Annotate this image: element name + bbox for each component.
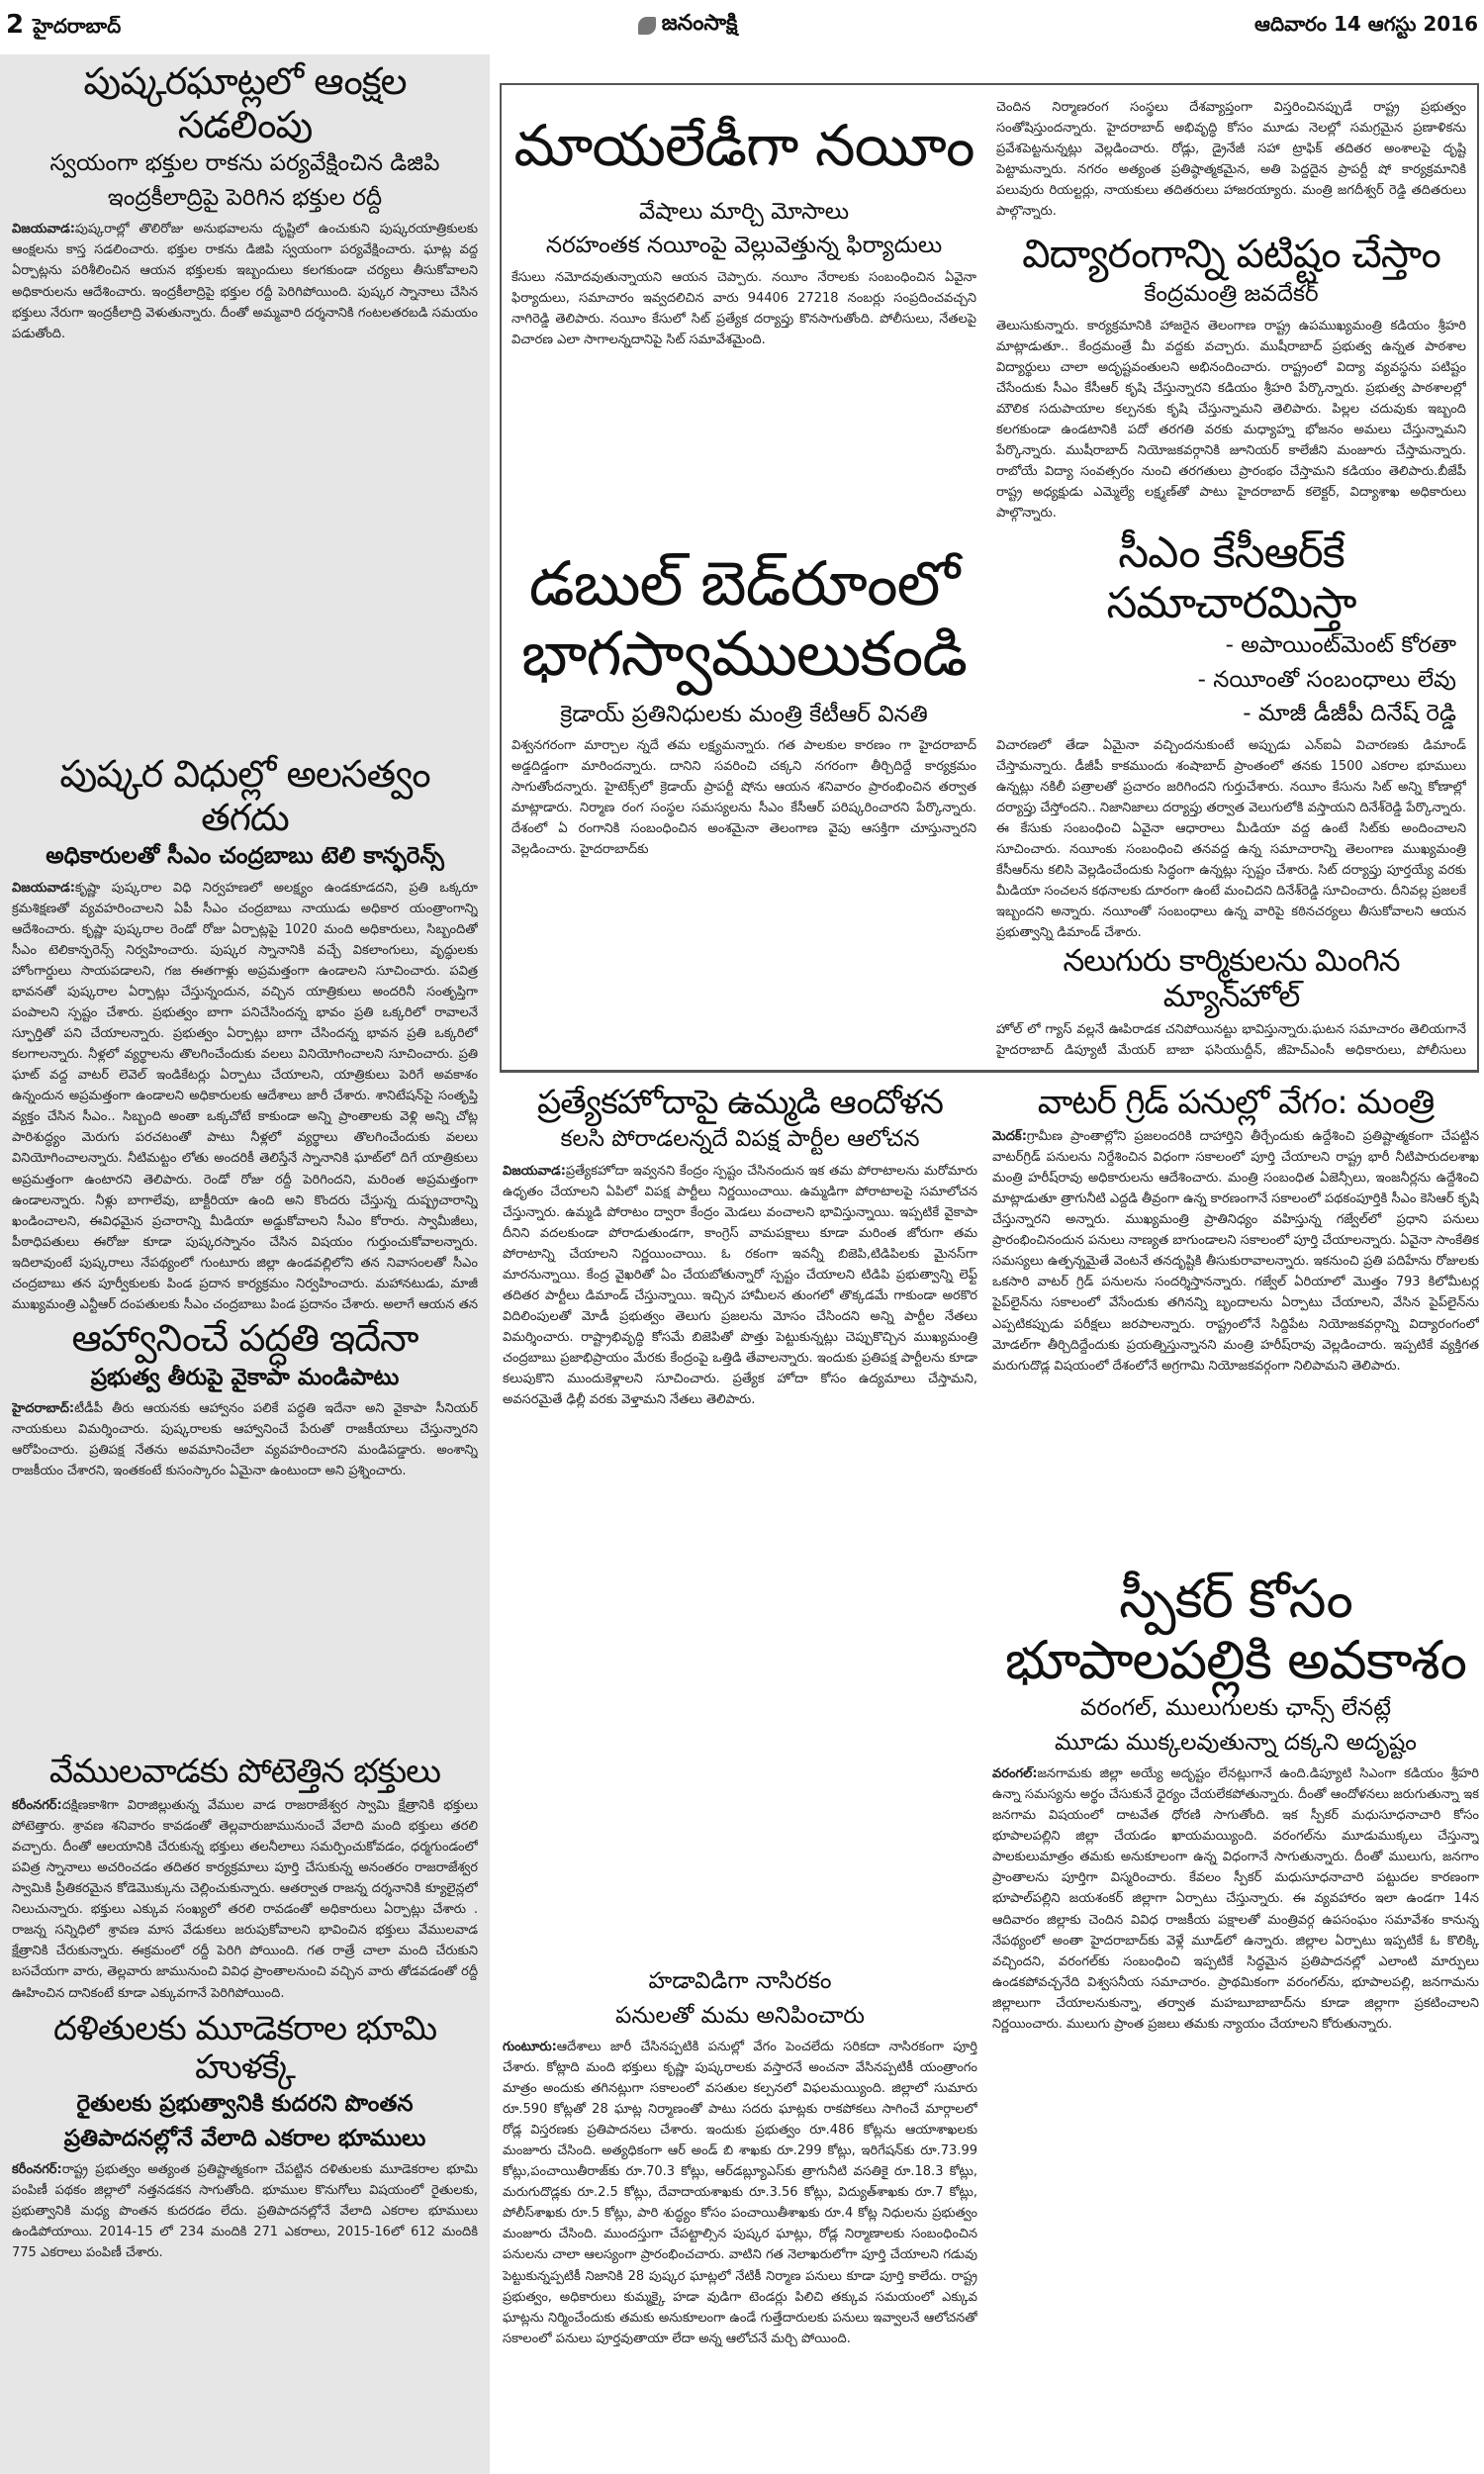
article-body: కేసులు నమోదవుతున్నాయని ఆయన చెప్పారు. నయీం నేరాలకు సంబంధించిన ఏవైనా ఫిర్యాదులు, సమాచారం ఇవ్వదలిచిన వారు 94406 27218 నంబర్లు సంప్రదించవచ్చని నాగిరెడ్డి తెలిపారు. నయీం కేసులో సిట్ ప్రత్యేక దర్యాప్తు కొనసాగుతోంది. పోలీసులు, నేతలపై విచారణ ఎలా సాగాలన్నదానిపై సిట్ సమావేశమైంది.	[511, 269, 976, 347]
feature-box	[500, 83, 1479, 1073]
article-vemulawada	[12, 1753, 478, 2010]
right-column	[992, 1084, 1479, 2469]
article-body: విజయవాడ:కృష్ణా పుష్కరాల విధి నిర్వహణలో అలక్ష్యం ఉండకూడదని, ప్రతి ఒక్కరూ క్రమశిక్షణతో వ్యవహరించాలని ఏపీ సీఎం చంద్రబాబు నాయుడు అధికార యంత్రాంగాన్ని ఆదేశించారు. కృష్ణా పుష్కరాల రెండో రోజు ఏర్పాట్లపై 1020 మంది అధికారులు, సిబ్బందితో సీఎం టెలికాన్ఫరెన్స్ నిర్వహించారు. పుష్కర స్నానానికి వచ్చే వికలాంగులు, వృద్ధులకు హోంగార్డులు సాయపడాలని, గజ ఈతగాళ్లు అప్రమత్తంగా ఉండాలని సూచించారు. పవిత్ర భావనతో పుష్కరాల ఏర్పాట్లు చేస్తున్నందున, వచ్చిన యాత్రికులు అందరినీ సంతృప్తిగా పంపాలని స్పష్టం చేశారు. ప్రభుత్వం బాగా పనిచేసిందన్న భావం ప్రతి ఒక్కరిలో రావాలనే స్ఫూర్తితో పని చేయాలన్నారు. ప్రభుత్వం ఏర్పాట్లు బాగా చేసిందన్న భావన ప్రతి ఒక్కరిలో కలగాలన్నారు. నీళ్లలో వ్యర్థాలను తొలగించేందుకు వలలు వినియోగించాలని సూచించారు. ప్రతి ఘాట్ వద్ద వాటర్ లెవెల్ ఇండికేటర్లు ఏర్పాటు చేయాలని, యాత్రికులు పెరిగే అవకాశం ఉన్నందున అప్రమత్తంగా ఉండాలని అధికారులకు ఆదేశాలు జారీ చేశారు. శానిటేషన్‌పై సంతృప్తి వ్యక్తం చేసిన సీఎం.. సిబ్బంది అంతా ఒక్కచోటే కాకుండా అన్ని ప్రాంతాలకు వెళ్లి అన్ని చోట్ల పారిశుద్ధ్యం మెరుగు పరచటంతో పాటు నీళ్లలో వ్యర్థాలు తొలగించేందుకు వలలు వినియోగించాలన్నారు. నీటిమట్టం లోతు అందరికీ తెలిస్తేనే స్నానానికి ఘాట్‌లో దిగే యాత్రికులు అప్రమత్తంగా ఉంటారని తెలిపారు. రెండో రోజు రద్దీ పెరిగిందని, మరింత అప్రమత్తంగా ఉండాలన్నారు. నీళ్లు బాగాలేవు, బాక్టీరియా ఉంది అని కొందరు చేస్తున్న దుష్ప్రచారాన్ని ఖండించాలని, ఈవిధమైన ప్రచారాన్ని మీడియా అడ్డుకోవాలని సీఎం కోరారు. స్వామీజీలు, పీఠాధిపతులు ఈరోజు కూడా పుష్కరస్నానం చేసిన విషయం గుర్తుంచుకోవాలన్నారు. ఇదిలావుంటే పుష్కరాలు నేపథ్యంలో గుంటూరు జిల్లా ఉండవల్లిలోని తన నివాసంలతో సీఎం చంద్రబాబు తన పూర్వీకులకు పిండ ప్రదాన కార్యక్రమం నిర్వహించారు. మహానటుడు, మాజీ ముఖ్యమంత్రి ఎన్టీఆర్ దంపతులకు సీఎం చంద్రబాబు పిండ ప్రదానం చేశారు. అలాగే ఆయన తన	[12, 880, 478, 1312]
headline: మాయలేడీగా నయీం	[513, 112, 974, 179]
subheadline: ప్రతిపాదనల్లోనే వేలాది ఎకరాల భూములు	[63, 2125, 426, 2151]
edition-label: హైదరాబాద్	[33, 13, 122, 38]
headline: డబుల్ బెడ్‌రూంలో భాగస్వాములుకండి	[520, 547, 968, 691]
bullet-point: - అపాయింట్‌మెంట్ కోరతా	[1225, 632, 1456, 659]
page-number: 2 హైదరాబాద్	[6, 9, 122, 40]
subheadline: క్రెడాయ్ ప్రతినిధులకు మంత్రి కేటీఆర్ వినతి	[560, 701, 928, 727]
feature-right	[996, 93, 1466, 1063]
bullet-point: - నయీంతో సంబంధాలు లేవు	[1197, 666, 1456, 693]
subheadline: మూడు ముక్కలవుతున్నా దక్కని అదృష్టం	[1055, 1729, 1417, 1756]
subheadline: రైతులకు ప్రభుత్వానికి కుదరని పొంతన	[76, 2091, 414, 2118]
headline: పుష్కర విధుల్లో అలసత్వం తగదు	[59, 753, 430, 839]
article-substandard-works	[503, 1964, 977, 2469]
page-header	[0, 0, 1484, 51]
article-body: హైదరాబాద్:టీడీపీ తీరు ఆయనకు ఆహ్వానం పలికే పద్ధతి ఇదేనా అని వైకాపా సీనియర్ నాయకులు విమర్శించారు. పుష్కరాలకు ఆహ్వానించే పేరుతో రాజకీయాలు చేస్తున్నారని ఆరోపించారు. ప్రతిపక్ష నేతను అవమానించేలా వ్యవహరించారని మండిపడ్డారు. అంశాన్ని రాజకీయం చేశారని, ఇంతకంటే కుసంస్కారం ఏమైనా ఉంటుందా అని ప్రశ్నించారు.	[12, 1401, 478, 1479]
article-body: విశ్వనగరంగా మార్చాల న్నదే తమ లక్ష్యమన్నారు. గత పాలకుల కారణం గా హైదరాబాద్ అడ్డదిడ్డంగా మారిందన్నారు. దానిని సవరించి చక్కని నగరంగా తీర్చిదిద్దే కార్యక్రమం సాగుతోందన్నారు. హైటెక్స్‌లో క్రెడాయ్ ప్రాపర్టీ షోను ఆయన శనివారం ప్రారంభించిన తర్వాత మాట్లాడారు. నిర్మాణ రంగ సంస్థల సమస్యలను సీఎం కేసీఆర్ పరిష్కరించారని పేర్కొన్నారు. దేశంలో ఏ రంగానికి సంబంధించిన అంశమైనా తెలంగాణ వైపు ఆసక్తిగా చూస్తున్నారని వెల్లడించారు. హైదరాబాద్‌కు	[511, 738, 976, 858]
issue-date: ఆదివారం 14 ఆగస్టు 2016	[1253, 11, 1478, 36]
article-special-status	[503, 1084, 977, 1964]
article-pushkar-ghats	[12, 60, 478, 753]
article-body: గుంటూరు:ఆదేశాలు జారీ చేసినప్పటికి పనుల్లో వేగం పెంచలేదు సరికదా నాసిరకంగా పూర్తి చేశారు. కోట్లాది మంది భక్తులు కృష్ణా పుష్కరాలకు వస్తారనే అంచనా వేసినప్పటికీ యంత్రాంగం మాత్రం అందుకు తగినట్లుగా సకాలంలో వసతుల కల్పనలో విఫలమయ్యింది. జిల్లాలో సుమారు రూ.590 కోట్లతో 28 ఘాట్ల నిర్మాణంతో పాటు సదరు ఘాట్లకు రాకపోకలు సాగించే మార్గాలలో రోడ్ల విస్తరణకు ప్రతిపాదనలు చేశారు. ఇందుకు ప్రభుత్వం రూ.486 కోట్లను ఆయాశాఖలకు మంజూరు చేసింది. అత్యధికంగా ఆర్ అండ్ బి శాఖకు రూ.299 కోట్లు, ఇరిగేషన్‌కు రూ.73.99 కోట్లు,పంచాయితీరాజ్‌కు రూ.70.3 కోట్లు, ఆర్‌డబ్ల్యూఎస్‌కు త్రాగునీటి వసతికై రూ.18.3 కోట్లు, మరుగుదొడ్లకు రూ.2.5 కోట్లు, దేవాదాయశాఖకు రూ.3.56 కోట్లు, విద్యుత్‌శాఖకు రూ.7 కోట్లు, పోలీస్‌శాఖకు రూ.5 కోట్లు, పారి శుద్ధ్యం కోసం పంచాయితీశాఖకు రూ.4 కోట్ల నిధులను ప్రభుత్వం మంజూరు చేసింది. ముందస్తుగా చేపట్టాల్సిన పుష్కర ఘాట్లు, రోడ్ల నిర్మాణాలకు సంబంధించిన పనులను చాలా ఆలస్యంగా ప్రారంభించచారు. వాటిని గత నెలాఖరులోగా పూర్తి చేయాలని గడువు పెట్టుకున్నప్పటికీ నిజానికి 28 పుష్కర ఘాట్లలో నేటికీ నిర్మాణ పనులు కూడా పూర్తి కాలేదు. రాష్ట్ర ప్రభుత్వం, అధికారులు కుమ్మక్కై హడా వుడిగా టెండర్లు పిలిచి తక్కువ సమయంలో ఎక్కువ ఘాట్లను నిర్మించేందుకు తమకు అనుకూలంగా ఉండే గుత్తేదారులకు పనులు ఇవ్వాలనే ఆలోచనతో సకాలంలో పనులు పూర్తవుతాయా లేదా అన్న ఆలోచనే మర్చి పోయింది.	[503, 2040, 977, 2346]
subheadline: అధికారులతో సీఎం చంద్రబాబు టెలి కాన్ఫరెన్స్	[46, 843, 444, 870]
feature-left	[511, 93, 976, 1063]
article-body: విజయవాడ:ప్రత్యేకహోదా ఇవ్వనని కేంద్రం స్పష్టం చేసినందున ఇక తమ పోరాటాలను మరోమారు ఉధృతం చేయాలని ఏపిలో విపక్ష పార్టీలు నిర్ణయించాయి. ఉమ్మడిగా పోరాటాలపై సమాలోచన చేస్తున్నారు. ఉమ్మడి పోరాటం ద్వారా కేంద్రం మెడలు వంచాలని భావిస్తున్నాయి. ఇప్పటికే వైకాపా దీనిని వదలకుండా పోరాడుతుండగా, కాంగ్రెస్ వామపక్షాలు కూడా మరింత జోరుగా తమ పోరాటాన్ని చేయాలని నిర్ణయించాయి. ఓ రకంగా ఇవన్నీ బిజెపి,టిడిపిలకు మైనస్‌గా మారనున్నాయి. కేంద్ర వైఖరితో ఏం చేయబోతున్నారో స్పష్టం చేయాలని టిడిపి ప్రభుత్వాన్ని లెఫ్ట్ తదితర పార్టీలు డిమాండ్ చేస్తున్నాయి. ఇచ్చిన హామీలన తుంగలో తొక్కడమే గాకుండా అరకొర విదిలింపులతో మోడీ ప్రభుత్వం తెలుగు ప్రజలను మోసం చేసిందని అన్ని పార్టీల నేతలు విమర్శించారు. రాష్ట్రాభివృద్ధి కోసమే బిజెపితో పొత్తు పెట్టుకున్నట్లు చెప్పుకొచ్చిన ముఖ్యమంత్రి చంద్రబాబు ప్రజాభిప్రాయం మేరకు కేంద్రంపై ఒత్తిడి తేవాలన్నారు. ఇందుకు ప్రతిపక్ష పార్టీలను కూడా కలుపుకొని ముందుకెళ్లాలని సూచించారు. ప్రత్యేక హోదా కోసం ఉద్యమాలు చేస్తామని, అవసరమైతే ఢిల్లీ వరకు వెళ్తామని నేతలు తెలిపారు.	[503, 1163, 977, 1408]
article-education	[996, 232, 1466, 528]
headline: వేములవాడకు పోటెత్తిన భక్తులు	[48, 1753, 441, 1791]
article-body: విచారణలో తేడా ఏమైనా వచ్చిందనుకుంటే అప్పుడు ఎన్‌ఐఏ విచారణకు డిమాండ్ చేస్తామన్నారు. డీజీపీ కాకముందు శంషాబాద్ ప్రాంతంలో తనకు 1500 ఎకరాల భూములు ఉన్నట్లు నకిలీ పత్రాలతో ప్రచారం జరిగిందని గుర్తుచేశారు. నయీం కేసును సిట్ అన్ని కోణాల్లో దర్యాప్తు చేస్తోందని.. నిజానిజాలు దర్యాప్తు తర్వాత వెలుగులోకి వస్తాయని దినేశ్‌రెడ్డి పేర్కొన్నారు. ఈ కేసుకు సంబంధించి ఏవైనా ఆధారాలు మీడియా వద్ద ఉంటే సిట్‌కు అందించాలని సూచించారు. నయీంకు సంబంధించి తనవద్ద ఉన్న సమాచారాన్ని తెలంగాణ ముఖ్యమంత్రి కేసీఆర్‌ను కలిసి వెల్లడించేందుకు సిద్ధంగా ఉన్నట్లు స్పష్టం చేశారు. సిట్ దర్యాప్తు పూర్తయ్యే వరకు మీడియా సంచలన కథనాలకు దూరంగా ఉంటే మంచిదని దినేశ్‌రెడ్డి సూచించారు. దీనివల్ల ప్రజలకే ఇబ్బందని అన్నారు. నయీంతో సంబంధాలు ఉన్న వారిపై కఠినచర్యలు తీసుకోవాలని ఆయన ప్రభుత్వాన్ని డిమాండ్ చేశారు.	[996, 737, 1466, 941]
subheadline: ప్రభుత్వ తీరుపై వైకాపా మండిపాటు	[90, 1364, 400, 1390]
subheadline: నరహంతక నయీంపై వెల్లువెత్తున్న ఫిర్యాదులు	[545, 233, 943, 259]
subheadline: వరంగల్, ములుగులకు ఛాన్స్ లేనట్లే	[1080, 1695, 1391, 1722]
article-kcr-info	[996, 528, 1466, 944]
article-body: మెదక్:గ్రామీణ ప్రాంతాల్లోని ప్రజలందరికి దాహార్తిని తీర్చేందుకు ఉద్దేశించి ప్రతిష్టాత్మకంగా చేపట్టిన వాటర్‌గ్రిడ్ పనులను నిర్దేశించిన విధంగా సకాలంలో పూర్తి చేయాలని రాష్ట్ర భారీ నీటిపారుదలశాఖ మంత్రి హరీష్‌రావు అధికారులను ఆదేశించారు. మంత్రి సంబంధిత ఏజెన్సీలు, ఇంజనీర్లను ఉద్దేశించి మాట్లాడుతూ త్రాగునీటి ఎద్దడి తీవ్రంగా ఉన్న కారణంగానే సకాలంలో పథకంపూర్తికి సీఎం కెసిఆర్ కృషి చేస్తున్నారని అన్నారు. ముఖ్యమంత్రి ప్రాతినిధ్యం వహిస్తున్న గజ్వేల్‌లో ప్రధాని పనులు ప్రారంభించినందున పనులు నాణ్యత బాగుండాలని సకాలంలో పూర్తి చేయాలన్నారు. ఏవైనా సాంకేతిక సమస్యలు ఉత్పన్నమైతే వెంటనే తనదృష్టికి తీసుకురావాలన్నారు. ఇకనుంచి ప్రతి పదిహేను రోజులకు ఒకసారి వాటర్ గ్రిడ్ పనులను సందర్శిస్తానన్నారు. గజ్వేల్ ఏరియాలో మొత్తం 793 కిలోమీటర్ల పైప్‌లైన్‌ను సకాలంలో వేసేందుకు తగినన్ని బృందాలను ఏర్పాటు చేయాలని, వేసిన పైప్‌లైన్‌ను ఎప్పటికప్పుడు పరీక్షలు జరపాలన్నారు. రాష్ట్రంలోనే సిద్దిపేట నియోజకవర్గాన్ని విద్యారంగంలో మోడల్‌గా తీర్చిదిద్దేందుకు ప్రయత్నిస్తున్నానని మంత్రి హరీష్‌రావు వెల్లడించారు. ఇప్పటికే వ్యక్తిగత మరుగుదొడ్ల విషయంలో దేశంలోనే అగ్రగామి నియోజకవర్గంగా నిలిపామని తెలిపారు.	[992, 1129, 1479, 1374]
masthead-logo: జనంసాక్షి	[638, 11, 738, 41]
article-invitation	[12, 1317, 478, 1753]
subheadline: వేషాలు మార్చి మోసాలు	[638, 198, 850, 225]
bullet-point: - మాజీ డీజీపీ దినేష్ రెడ్డి	[1243, 701, 1456, 727]
article-body: కరీంనగర్:దక్షిణకాశిగా విరాజిల్లుతున్న వేముల వాడ రాజరాజేశ్వర స్వామి క్షేత్రానికి భక్తులు పోటెత్తారు. శ్రావణ శనివారం కావడంతో తెల్లవారుజామునుంచే వేలాది మంది భక్తులు తరలి వచ్చారు. దీంతో ఆలయానికి చేరుకున్న భక్తులు తలనీలాలు సమర్పించుకోవడం, ధర్మగుండంలో పవిత్ర స్నానాలు అచరించడం తదితర కార్యక్రమాలు పూర్తి చేసుకున్న అనంతరం రాజరాజేశ్వర స్వామికి ప్రీతికరమైన కోడెమొక్కును చెల్లించుకున్నారు. ఆతర్వాత రాజన్న దర్శనానికి క్యూలైన్లలో నిలుచున్నారు. భక్తులు ఎక్కువ సంఖ్యలో తరలి రావడంతో అధికారులు ఏర్పాట్లు చేశారు . రాజన్న సన్నిధిలో శ్రావణ మాస వేడుకలు జరుపుకోవాలని భావించిన భక్తులు వేములవాడ క్షేత్రానికి చేరుకున్నారు. ఈక్రమంలో రద్దీ పెరిగి పోయింది. గత రాత్రే చాలా మంది చేరుకుని బసచేయగా వారు, తెల్లవారు జామునుంచి వివిధ ప్రాంతాలనుంచి వచ్చిన వారు తోడవడంతో రద్దీ ఊహించిన దానికంటే కూడా ఎక్కువగానే పెరిగిపోయింది.	[12, 1798, 478, 2001]
article-body: విజయవాడ:పుష్కరాల్లో తొలిరోజు అనుభవాలను దృష్టిలో ఉంచుకుని పుష్కరయాత్రికులకు ఆంక్షలను కాస్త సడలించారు. భక్తుల రాకను డిజిపి స్వయంగా పర్యవేక్షించారు. ఘాట్ల వద్ద ఏర్పాట్లను పరిశీలించిన ఆయన భక్తులకు ఇబ్బందులు కలగకుండా చర్యలు తీసుకోవాలని అధికారులను ఆదేశించారు. ఇంద్రకీలాద్రిపై భక్తుల రద్దీ పెరిగిపోయింది. పుష్కర స్నానాలు చేసిన భక్తులు నేరుగా ఇంద్రకీలాద్రి వెళుతున్నారు. దీంతో అమ్మవారి దర్శనానికి గంటలతరబడి సమయం పడుతోంది.	[12, 222, 478, 341]
headline: నలుగురు కార్మికులను మింగిన మ్యాన్‌హోల్	[1063, 944, 1400, 1014]
left-column	[0, 54, 490, 2474]
article-pushkar-duties	[12, 753, 478, 1317]
headline: దళితులకు మూడెకరాల భూమి హుళక్కే	[52, 2010, 437, 2088]
headline: పుష్కరఘాట్లలో ఆంక్షల సడలింపు	[83, 60, 407, 146]
article-body: చెందిన నిర్మాణరంగ సంస్థలు దేశవ్యాప్తంగా విస్తరించినప్పుడే రాష్ట్ర ప్రభుత్వం సంతోషిస్తుందన్నారు. హైదరాబాద్ అభివృద్ధి కోసం మూడు నెలల్లో సమగ్రమైన ప్రణాళికను ప్రవేశపెట్టనున్నట్లు వెల్లడించారు. రోడ్లు, డ్రైనేజీ సహా ట్రాఫిక్ తదితర అంశాలపై దృష్టి పెట్టామన్నారు. నగరం అత్యంత ప్రతిష్ఠాత్మకమైన, అతి పెద్దదైన ప్రాపర్టీ షో కార్యక్రమానికి పలువురు రియల్టర్లు, నాయకులు తదితరులు హాజరయ్యారు. మంత్రి జగదీశ్వర్ రెడ్డి తదితరులు పాల్గొన్నారు.	[996, 100, 1466, 220]
headline: విద్యారంగాన్ని పటిష్టం చేస్తాం	[1022, 232, 1440, 278]
subheadline: స్వయంగా భక్తుల రాకను పర్యవేక్షించిన డిజిపి	[49, 150, 440, 177]
middle-column	[503, 1084, 977, 2469]
subheadline: పనులతో మమ అనిపించారు	[614, 2002, 866, 2029]
article-speaker-bhupalpally	[992, 1569, 1479, 2469]
headline: హడావిడిగా నాసిరకం	[648, 1968, 832, 1994]
article-body: కరీంనగర్:రాష్ట్ర ప్రభుత్వం అత్యంత ప్రతిష్టాత్మకంగా చేపట్టిన దళితులకు మూడెకరాల భూమి పంపిణీ పథకం జిల్లాలో నత్తనడకన సాగుతోంది. భూముల కొనుగోలు విషయంలో రైతులకు, ప్రభుత్వానికి మధ్య పొంతన కుదరడం లేదు. ప్రతిపాదనల్లోనే వేలాది ఎకరాల భూములు ఉండిపోయాయి. 2014-15 లో 234 మందికి 271 ఎకరాలు, 2015-16లో 612 మందికి 775 ఎకరాలు పంపిణీ చేశారు.	[12, 2162, 478, 2261]
article-nayeem	[511, 93, 976, 538]
headline: స్పీకర్ కోసం భూపాలపల్లికి అవకాశం	[1004, 1569, 1467, 1692]
subheadline: కలసి పోరాడలన్నదే విపక్ష పార్టీల ఆలోచన	[560, 1126, 920, 1153]
headline: వాటర్ గ్రిడ్ పనుల్లో వేగం: మంత్రి	[1037, 1084, 1435, 1122]
subheadline: కేంద్రమంత్రి జవదేకర్	[1144, 281, 1319, 308]
article-body: వరంగల్:జనగామకు జిల్లా అయ్యే అదృష్టం లేనట్లుగానే ఉంది.డిప్యూటి సిఎంగా కడియం శ్రీహరి ఉన్నా సమస్యను అర్థం చేసుకునే ధైర్యం చేయలేకపోతున్నారు. దీంతో ఆందోళనలు జరుగుతున్నా ఇక జనగామ విషయంలో దాటవేత ధోరణి సాగుతోంది. ఇక స్పీకర్ మధుసూధనాచారి కోసం భూపాలపల్లిని జిల్లా చేయడం ఖాయమయ్యింది. వరంగల్‌ను మూడుముక్కలు చేస్తున్నా పాలకులుమాత్రం తమకు అనుకూలంగా ఉన్న విధంగానే సాగుతున్నారు. దీంతో ములుగు, జనగాం ప్రాంతాలను పూర్తిగా విస్మరించారు. కేవలం స్పీకర్ మధుసూధనాచారి పట్టుదల కారణంగా భూపాల్‌పల్లిని జయశంకర్ జిల్లాగా ఏర్పాటు చేస్తున్నారు. ఈ వ్యవహారం ఇలా ఉండగా 14న ఆదివారం జిల్లాకు చెందిన వివిధ రాజకీయ పక్షాలతో మంత్రివర్గ ఉపసంఘం సమావేశం కానున్న నేపథ్యంలో అంతా హైదరాబాద్‌కు వెళ్లే మూడ్‌లో ఉన్నారు. జిల్లాల ఏర్పాటు ఇప్పటికే ఓ కొలిక్కి వచ్చిందని, వరంగల్‌కు సంబంధించి ఇప్పటికే సిద్ధమైన ప్రతిపాదనల్లో ఎలాంటి మార్పులు ఉండకపోవచ్చనేది విశ్వసనీయ సమాచారం. ప్రాథమికంగా వరంగల్‌ను, భూపాలపల్లి, జనగామను జిల్లాలుగా చేయాలనుకున్నా, తర్వాత మహబూబాబాద్‌ను కూడా జిల్లాగా ప్రకటించాలని నిర్ణయించారు. ములుగు ప్రాంత ప్రజలు తమకు న్యాయం చేయాలని కోరుతున్నారు.	[992, 1766, 1479, 2032]
article-manhole	[996, 944, 1466, 1063]
article-dalit-land	[12, 2010, 478, 2465]
headline: ఆహ్వానించే పద్ధతి ఇదేనా	[71, 1317, 418, 1360]
article-body: హోల్ లో గ్యాస్ వల్లనే ఊపిరాడక చనిపోయినట్టు భావిస్తున్నారు.ఘటన సమాచారం తెలియగానే హైదరాబాద్ డిప్యూటీ మేయర్ బాబా ఫసియుద్దీన్, జీహెచ్‌ఎంసీ అధికారులు, పోలీసులు	[996, 1021, 1466, 1058]
headline: సీఎం కేసీఆర్‌కే సమాచారమిస్తా	[1106, 528, 1356, 628]
headline: ప్రత్యేకహోదాపై ఉమ్మడి ఆందోళన	[537, 1084, 943, 1122]
article-water-grid	[992, 1084, 1479, 1569]
subheadline: ఇంద్రకీలాద్రిపై పెరిగిన భక్తుల రద్దీ	[107, 184, 383, 211]
article-double-bedroom	[511, 538, 976, 1063]
logo-icon	[638, 17, 656, 35]
article-body: తెలుసుకున్నారు. కార్యక్రమానికి హాజరైన తెలంగాణ రాష్ట్ర ఉపముఖ్యమంత్రి కడియం శ్రీహరి మాట్లాడుతూ.. కేంద్రమంత్రే మీ వద్దకు వచ్చారు. ముషీరాబాద్ ప్రభుత్వ ఉన్నత పాఠశాల విద్యార్థులు చాలా అదృష్టవంతులని అభినందించారు. రాష్ట్రంలో విద్యా వ్యవస్థను పటిష్టం చేసేందుకు సీఎం కేసీఆర్ కృషి చేస్తున్నారని కడియం శ్రీహరి పేర్కొన్నారు. ప్రభుత్వ పాఠశాలల్లో మౌలిక సదుపాయాల కల్పనకు కృషి చేస్తున్నామని తెలిపారు. పిల్లల చదువుకు ఇబ్బంది కలగకుండా ఉండటానికి పదో తరగతి వరకు మధ్యాహ్న భోజనం అమలు చేస్తున్నామని పేర్కొన్నారు. ముషీరాబాద్ నియోజకవర్గానికి జూనియర్ కాలేజీని మంజూరు చేస్తామన్నారు. రాబోయే విద్యా సంవత్సరం నుంచి తరగతులు ప్రారంభం చేస్తామని కడియం తెలిపారు.బీజేపీ రాష్ట్ర అధ్యక్షుడు ఎమ్మెల్యే లక్ష్మణ్‌తో పాటు హైదరాబాద్ కలెక్టర్, విద్యాశాఖ అధికారులు పాల్గొన్నారు.	[996, 318, 1466, 522]
